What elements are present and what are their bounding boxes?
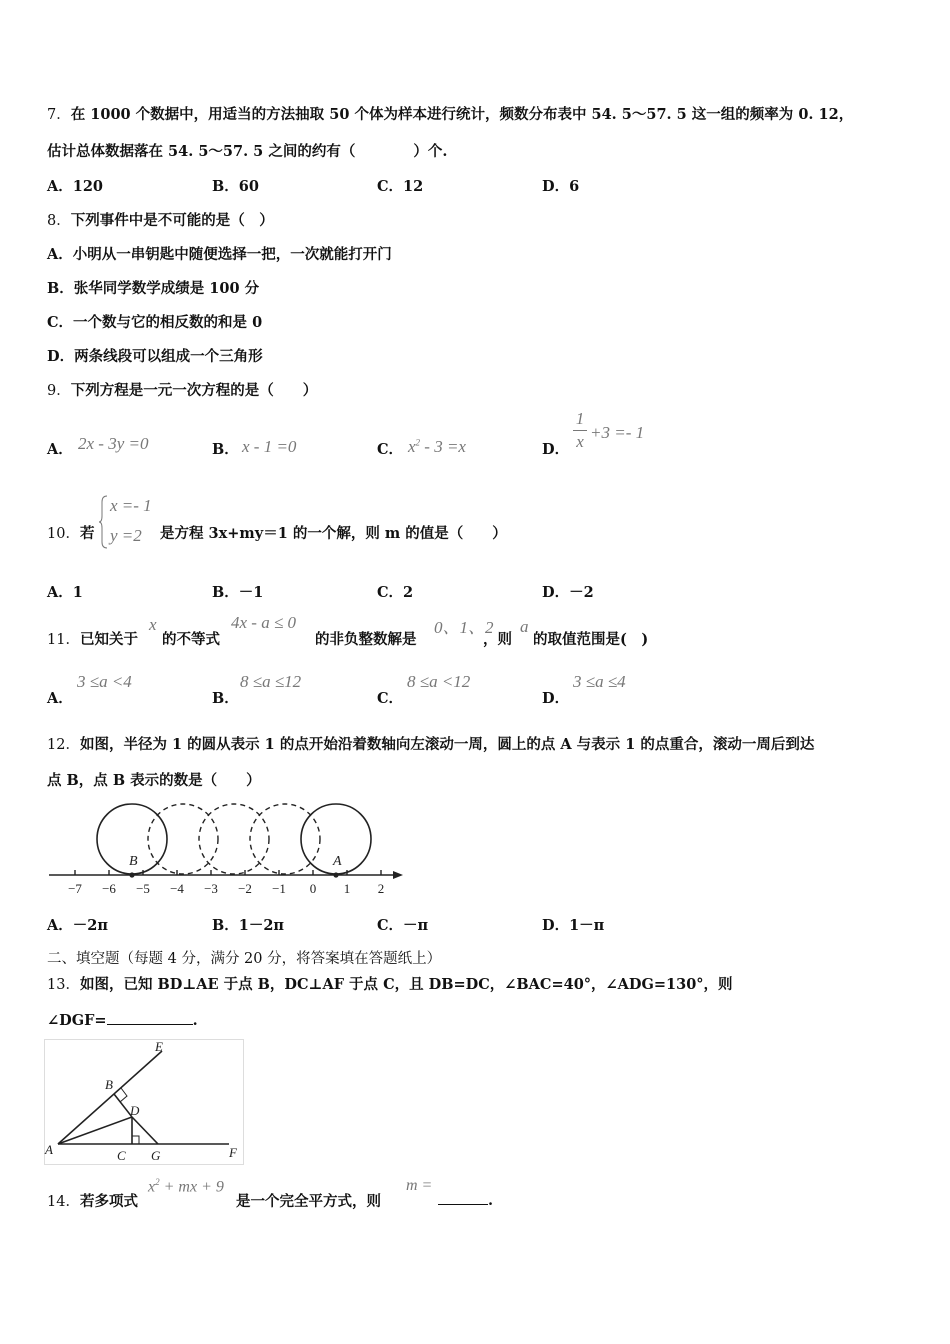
q13-label-d: D [130, 1103, 140, 1118]
q13-segment-ad [58, 1117, 132, 1144]
q14-poly-base: x [148, 1178, 156, 1196]
q11-var-x: x [149, 615, 157, 634]
q9-option-c-expr [408, 437, 466, 457]
q14-end: . [488, 1192, 494, 1209]
q7-line1 [47, 103, 853, 124]
q8-option-b[interactable]: B．张华同学数学成绩是 100 分 [47, 280, 260, 297]
q13-geometry-figure [44, 1039, 244, 1165]
q12-axis-arrow [393, 871, 403, 879]
q13-line1 [47, 973, 733, 994]
q7-stem-line1: 在 1000 个数据中，用适当的方法抽取 50 个体为样本进行统计，频数分布表中 54. 5～57. 5 这一组的频率为 0. 12， [70, 106, 854, 123]
q14-pre: 若多项式 [79, 1193, 138, 1210]
q9-option-d-label: D． [542, 441, 570, 458]
q12-rolling-circle-figure [45, 801, 405, 897]
q10-option-d[interactable]: D．－2 [542, 584, 594, 601]
q13-label-a: A [45, 1142, 53, 1157]
q10-option-b[interactable]: B．－1 [212, 584, 264, 601]
q13-label-b: B [105, 1077, 113, 1092]
q12-axis-tick-label: 0 [309, 881, 317, 896]
q12-axis-tick-label: −2 [238, 881, 252, 896]
q9-c-sup: 2 [415, 437, 421, 448]
q11-var-a: a [520, 617, 529, 636]
q9-option-c[interactable] [377, 438, 403, 459]
q11-text2: 的不等式 [162, 631, 220, 648]
q9-c-base: x [408, 437, 416, 456]
q10-system-eq2: y =2 [110, 526, 142, 545]
q13-number: 13． [47, 977, 80, 993]
q11-number-line [47, 628, 138, 649]
q11-option-b[interactable] [212, 687, 239, 708]
q12-point-a-label: A [333, 854, 342, 869]
q9-option-d[interactable] [542, 438, 569, 459]
q12-circle-dashed-1 [148, 804, 218, 874]
q8-stem-line [47, 209, 274, 230]
q7-option-b[interactable]: B．60 [212, 178, 259, 195]
q10-option-a[interactable]: A．1 [47, 584, 83, 601]
q14-prefix [47, 1190, 138, 1211]
q14-var-m: m = [406, 1177, 433, 1194]
q13-line2 [47, 1010, 198, 1029]
q11-option-b-label: B． [212, 690, 239, 707]
q9-option-b[interactable] [212, 438, 239, 459]
q9-c-rest: - 3 =x [420, 437, 466, 456]
q12-option-c[interactable]: C．－π [377, 917, 429, 934]
q13-label-g: G [151, 1148, 161, 1163]
q11-solutions: 0、1、2 [434, 618, 494, 637]
q9-option-a-expr: 2x - 3y =0 [78, 434, 149, 453]
q10-system-eq1: x =- 1 [110, 496, 152, 515]
q9-option-a[interactable] [47, 438, 73, 459]
q7-option-a[interactable]: A．120 [47, 178, 104, 195]
q12-axis-tick-label: −5 [136, 881, 150, 896]
q13-stem-line2: ∠DGF= [47, 1012, 107, 1029]
q12-axis-tick-label: −6 [102, 881, 116, 896]
q13-label-c: C [117, 1148, 126, 1163]
q14-poly-sup: 2 [155, 1177, 160, 1187]
q12-point-b-dot [129, 872, 134, 877]
q12-point-a-dot [333, 872, 338, 877]
q12-axis-tick-label: 2 [377, 881, 385, 896]
q13-answer-blank[interactable] [107, 1010, 193, 1025]
q11-option-d-label: D． [542, 690, 570, 707]
q13-label-f: F [229, 1145, 237, 1160]
q9-d-denominator: x [576, 432, 584, 451]
q13-right-angle-b [120, 1088, 127, 1102]
q12-axis-tick-label: 1 [343, 881, 351, 896]
q10-post: 是方程 3x+my＝1 的一个解，则 m 的值是（ ） [160, 525, 507, 542]
q8-option-c[interactable]: C．一个数与它的相反数的和是 0 [47, 314, 263, 331]
q11-option-b-expr: 8 ≤a ≤12 [240, 672, 302, 691]
q9-d-fraction-bar [573, 430, 587, 431]
q11-text4: ，则 [483, 631, 512, 648]
q10-number: 10． [47, 526, 80, 542]
q13-right-angle-c [132, 1136, 139, 1144]
q9-option-b-expr: x - 1 =0 [242, 437, 297, 456]
q12-circle-dashed-2 [199, 804, 269, 874]
q13-figure-frame [45, 1040, 244, 1165]
q10-prefix [47, 522, 94, 543]
q9-d-numerator: 1 [575, 409, 585, 428]
q9-stem: 下列方程是一元一次方程的是（ ） [70, 382, 318, 399]
q7-option-c[interactable]: C．12 [377, 178, 424, 195]
q11-option-a[interactable] [47, 687, 73, 708]
q12-stem-line1: 如图，半径为 1 的圆从表示 1 的点开始沿着数轴向左滚动一周，圆上的点 A 与表示 1 的点重合，滚动一周后到达 [79, 736, 815, 753]
q12-circle-dashed-3 [250, 804, 320, 874]
q8-stem: 下列事件中是不可能的是（ ） [70, 212, 274, 229]
q13-segment-dg [132, 1117, 158, 1144]
q11-option-d[interactable] [542, 687, 569, 708]
q11-option-a-label: A． [47, 690, 73, 707]
q12-axis-tick-label: −4 [170, 881, 184, 896]
q12-point-b-label: B [129, 854, 138, 869]
q7-number: 7． [47, 107, 71, 123]
q14-number: 14． [47, 1194, 80, 1210]
q10-option-c[interactable]: C．2 [377, 584, 414, 601]
q9-option-d-fraction [573, 410, 587, 451]
q10-system-brace [99, 494, 109, 550]
q8-option-d[interactable]: D．两条线段可以组成一个三角形 [47, 348, 263, 365]
q9-stem-line [47, 379, 317, 400]
q8-number: 8． [47, 213, 71, 229]
q14-polynomial [148, 1177, 224, 1196]
q11-text3: 的非负整数解是 [315, 631, 417, 648]
q7-stem-line2: 估计总体数据落在 54. 5～57. 5 之间的约有（ ）个. [47, 143, 448, 160]
q11-option-c-label: C． [377, 690, 404, 707]
q14-poly-rest: + mx + 9 [159, 1178, 224, 1196]
q14-answer-area [438, 1190, 493, 1209]
q12-axis-tick-label: −3 [204, 881, 218, 896]
q13-end: . [192, 1012, 198, 1029]
q12-line1 [47, 733, 814, 754]
q12-axis-tick-label: −1 [272, 881, 286, 896]
q12-axis-tick-label: −7 [68, 881, 82, 896]
q12-option-a[interactable]: A．－2π [47, 917, 108, 934]
q9-option-c-label: C． [377, 441, 404, 458]
q14-answer-blank[interactable] [438, 1190, 488, 1205]
q11-number: 11． [47, 632, 80, 648]
q11-inequality: 4x - a ≤ 0 [231, 613, 297, 632]
q14-mid: 是一个完全平方式，则 [236, 1193, 381, 1210]
q10-pre: 若 [79, 525, 95, 542]
q12-option-d[interactable]: D．1－π [542, 917, 605, 934]
q12-number: 12． [47, 737, 80, 753]
q9-option-d-rest: +3 =- 1 [590, 423, 645, 442]
q12-option-b[interactable]: B．1－2π [212, 917, 285, 934]
q12-stem-line2: 点 B，点 B 表示的数是（ ） [47, 772, 261, 789]
q13-ray-ae [58, 1051, 162, 1144]
section-2-title: 二、填空题（每题 4 分，满分 20 分，将答案填在答题纸上） [47, 951, 442, 967]
q9-option-a-label: A． [47, 441, 73, 458]
q11-option-c[interactable] [377, 687, 403, 708]
q9-number: 9． [47, 383, 71, 399]
q11-option-d-expr: 3 ≤a ≤4 [573, 672, 626, 691]
q7-option-d[interactable]: D．6 [542, 178, 580, 195]
q8-option-a[interactable]: A．小明从一串钥匙中随便选择一把，一次就能打开门 [47, 246, 392, 263]
q11-option-c-expr: 8 ≤a <12 [407, 672, 471, 691]
q11-option-a-expr: 3 ≤a <4 [77, 672, 132, 691]
q11-text1: 已知关于 [79, 631, 138, 648]
q11-text5: 的取值范围是( ) [533, 631, 649, 648]
q9-option-b-label: B． [212, 441, 239, 458]
q13-label-e: E [155, 1039, 163, 1054]
q13-stem-line1: 如图，已知 BD⊥AE 于点 B，DC⊥AF 于点 C，且 DB=DC，∠BAC=40°，∠ADG=130°，则 [79, 976, 733, 993]
